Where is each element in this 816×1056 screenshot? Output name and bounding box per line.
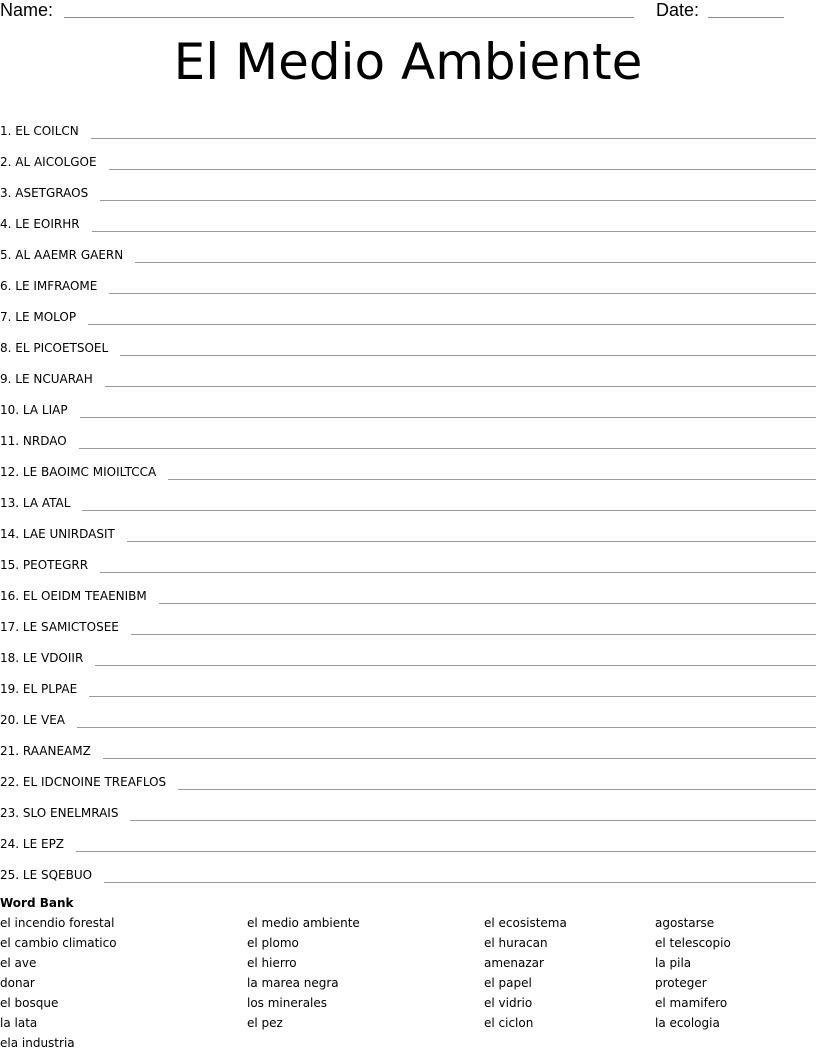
question-row	[0, 421, 816, 452]
question-label: 7. LE MOLOP	[0, 310, 77, 324]
question-row	[0, 576, 816, 607]
page-title: El Medio Ambiente	[173, 33, 643, 91]
word-bank-item: el telescopio	[655, 936, 731, 950]
word-bank-item: la marea negra	[247, 976, 339, 990]
answer-line[interactable]	[135, 262, 816, 263]
name-input-line[interactable]	[64, 17, 634, 18]
word-bank-item: el cambio climatico	[0, 936, 117, 950]
question-label: 12. LE BAOIMC MIOILTCCA	[0, 465, 157, 479]
question-label: 8. EL PICOETSOEL	[0, 341, 109, 355]
word-bank-item: el medio ambiente	[247, 916, 360, 930]
word-bank-item: el mamifero	[655, 996, 728, 1010]
answer-line[interactable]	[109, 169, 816, 170]
word-bank-item: el bosque	[0, 996, 59, 1010]
question-row	[0, 483, 816, 514]
question-label: 6. LE IMFRAOME	[0, 279, 98, 293]
question-row	[0, 793, 816, 824]
question-label: 15. PEOTEGRR	[0, 558, 89, 572]
word-bank-column	[247, 913, 360, 1033]
name-label: Name:	[0, 0, 54, 20]
answer-line[interactable]	[120, 355, 816, 356]
word-bank-item: el papel	[484, 976, 532, 990]
question-row	[0, 731, 816, 762]
word-bank-item: el ecosistema	[484, 916, 567, 930]
question-label: 21. RAANEAMZ	[0, 744, 91, 758]
word-bank-item: los minerales	[247, 996, 328, 1010]
question-label: 10. LA LIAP	[0, 403, 68, 417]
question-label: 4. LE EOIRHR	[0, 217, 80, 231]
question-label: 1. EL COILCN	[0, 124, 79, 138]
word-bank-item: la pila	[655, 956, 692, 970]
answer-line[interactable]	[100, 200, 816, 201]
word-bank-item: el huracan	[484, 936, 548, 950]
question-label: 2. AL AICOLGOE	[0, 155, 97, 169]
answer-line[interactable]	[92, 231, 816, 232]
word-bank-column	[0, 913, 117, 1053]
question-row	[0, 607, 816, 638]
answer-line[interactable]	[130, 820, 816, 821]
question-row	[0, 452, 816, 483]
answer-line[interactable]	[91, 138, 816, 139]
answer-line[interactable]	[168, 479, 816, 480]
question-row	[0, 638, 816, 669]
question-label: 17. LE SAMICTOSEE	[0, 620, 119, 634]
question-label: 3. ASETGRAOS	[0, 186, 89, 200]
question-label: 5. AL AAEMR GAERN	[0, 248, 124, 262]
answer-line[interactable]	[109, 293, 816, 294]
header	[0, 0, 816, 24]
question-label: 19. EL PLPAE	[0, 682, 78, 696]
question-row	[0, 762, 816, 793]
answer-line[interactable]	[76, 851, 816, 852]
answer-line[interactable]	[95, 665, 816, 666]
answer-line[interactable]	[80, 417, 816, 418]
answer-line[interactable]	[82, 510, 816, 511]
answer-line[interactable]	[88, 324, 816, 325]
answer-line[interactable]	[131, 634, 816, 635]
answer-line[interactable]	[103, 758, 816, 759]
question-row	[0, 235, 816, 266]
word-bank-grid	[0, 913, 816, 1053]
question-label: 16. EL OEIDM TEAENIBM	[0, 589, 147, 603]
word-bank-title: Word Bank	[0, 896, 74, 910]
question-label: 22. EL IDCNOINE TREAFLOS	[0, 775, 167, 789]
word-bank-item: agostarse	[655, 916, 715, 930]
answer-line[interactable]	[79, 448, 816, 449]
word-bank-item: el ave	[0, 956, 37, 970]
question-row	[0, 545, 816, 576]
answer-line[interactable]	[127, 541, 816, 542]
word-bank-item: el hierro	[247, 956, 297, 970]
question-label: 18. LE VDOIIR	[0, 651, 84, 665]
answer-line[interactable]	[105, 386, 816, 387]
question-row	[0, 824, 816, 855]
question-row	[0, 390, 816, 421]
word-bank-column	[655, 913, 731, 1033]
question-row	[0, 142, 816, 173]
word-bank-item: proteger	[655, 976, 707, 990]
date-input-line[interactable]	[708, 17, 784, 18]
word-bank-item: el incendio forestal	[0, 916, 115, 930]
word-bank-item: donar	[0, 976, 35, 990]
question-row	[0, 328, 816, 359]
question-row	[0, 204, 816, 235]
answer-line[interactable]	[159, 603, 816, 604]
question-row	[0, 173, 816, 204]
answer-line[interactable]	[89, 696, 816, 697]
word-bank-item: el plomo	[247, 936, 299, 950]
answer-line[interactable]	[178, 789, 816, 790]
word-bank	[0, 893, 816, 1053]
answer-line[interactable]	[77, 727, 816, 728]
question-row	[0, 855, 816, 886]
word-bank-column	[484, 913, 567, 1033]
question-label: 20. LE VEA	[0, 713, 65, 727]
question-list	[0, 111, 816, 886]
question-row	[0, 297, 816, 328]
word-bank-item: ela industria	[0, 1036, 75, 1050]
answer-line[interactable]	[100, 572, 816, 573]
word-bank-item: el ciclon	[484, 1016, 534, 1030]
question-label: 25. LE SQEBUO	[0, 868, 93, 882]
date-label: Date:	[656, 0, 700, 20]
word-bank-item: el pez	[247, 1016, 283, 1030]
word-bank-item: la ecologia	[655, 1016, 720, 1030]
question-row	[0, 111, 816, 142]
question-row	[0, 514, 816, 545]
question-label: 13. LA ATAL	[0, 496, 71, 510]
question-label: 9. LE NCUARAH	[0, 372, 93, 386]
question-label: 24. LE EPZ	[0, 837, 65, 851]
question-label: 23. SLO ENELMRAIS	[0, 806, 119, 820]
word-bank-item: amenazar	[484, 956, 544, 970]
question-row	[0, 266, 816, 297]
question-label: 11. NRDAO	[0, 434, 67, 448]
answer-line[interactable]	[104, 882, 816, 883]
question-row	[0, 359, 816, 390]
question-label: 14. LAE UNIRDASIT	[0, 527, 115, 541]
word-bank-item: el vidrio	[484, 996, 533, 1010]
question-row	[0, 669, 816, 700]
question-row	[0, 700, 816, 731]
word-bank-item: la lata	[0, 1016, 38, 1030]
